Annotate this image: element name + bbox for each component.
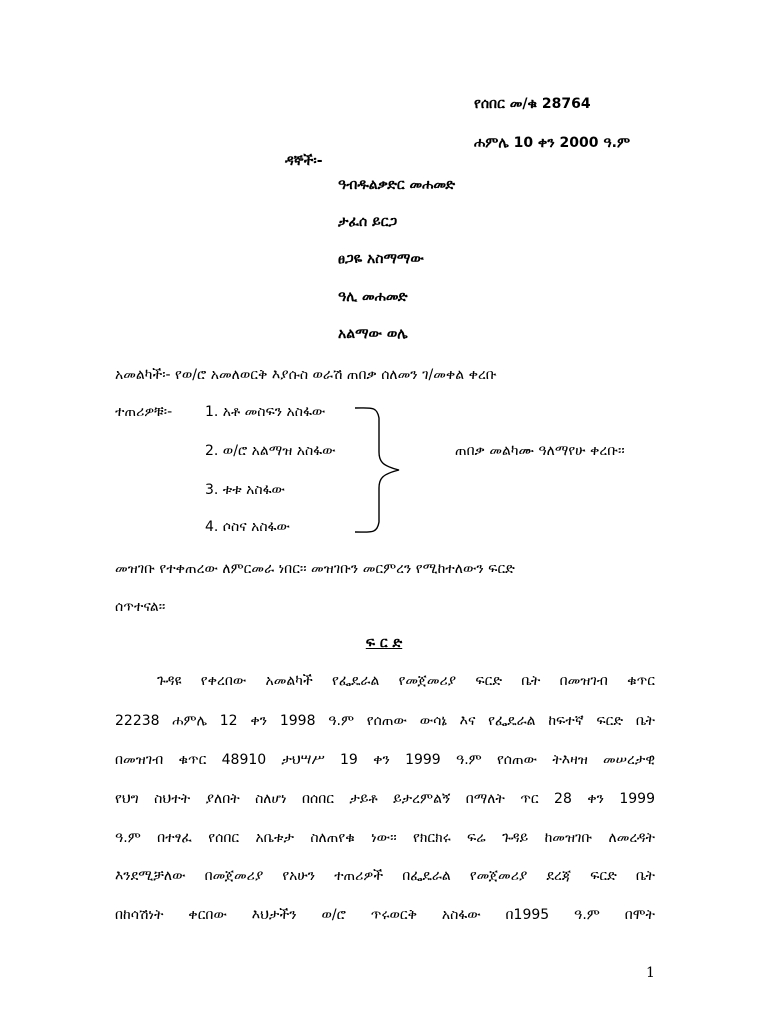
curly-brace-icon <box>355 400 405 540</box>
body-line: እንደሚቻለው በመጀመሪያ የአሁን ተጠሪዎች በፌዴራል የመጀመሪያ ደረጃ ፍርድ ቤት <box>115 868 655 884</box>
body-line: በከሳሽነት ቀርበው እህታችን ወ/ሮ ጥሩወርቅ አስፋው በ1995 ዓ.ም በሞት <box>115 907 655 923</box>
judge-name: ዓሊ መሐመድ <box>338 289 408 305</box>
case-number: የሰበር መ/ቁ 28764 <box>474 96 591 112</box>
respondent-item: 3. ቱቱ አስፋው <box>205 482 285 498</box>
intro-line: መዝገቡ የተቀጠረው ለምርመራ ነበር፡፡ መዝገቡን መርምረን የሚከተለውን ፍርድ <box>115 561 515 577</box>
body-line: 22238 ሐምሌ 12 ቀን 1998 ዓ.ም የሰጠው ውሳኔ እና የፌዴራል ከፍተኛ ፍርድ ቤት <box>115 713 655 729</box>
respondents-counsel-note: ጠበቃ መልካሙ ዓለማየሁ ቀረቡ፡፡ <box>455 443 625 459</box>
judges-label: ዳኞች፡- <box>285 153 323 169</box>
judge-name: አልማው ወሌ <box>338 326 408 342</box>
respondents-label: ተጠሪዎቹ፡- <box>115 404 173 420</box>
judge-name: ፀጋዬ አስማማው <box>338 251 424 267</box>
body-line: በመዝገብ ቁጥር 48910 ታህሣሥ 19 ቀን 1999 ዓ.ም የሰጠው ትእዛዝ መሠረታዊ <box>115 752 655 768</box>
applicant-line: አመልካች፡- የወ/ሮ አመለወርቅ እያሱስ ወራሽ ጠበቃ ሰለመን ገ/መቀል ቀረቡ <box>115 367 497 383</box>
respondent-item: 2. ወ/ሮ አልማዝ አስፋው <box>205 443 336 459</box>
body-line: ጉዳዩ የቀረበው አመልካች የፌዴራል የመጀመሪያ ፍርድ ቤት በመዝገብ ቁጥር <box>157 673 655 689</box>
judge-name: ዓብዱልቃድር መሐመድ <box>338 177 456 193</box>
page-number: 1 <box>646 965 655 981</box>
respondent-item: 4. ሶስና አስፋው <box>205 519 290 535</box>
respondent-item: 1. አቶ መስፍን አስፋው <box>205 404 326 420</box>
body-line: ዓ.ም በተፃፈ የሰበር አቤቱታ ስለጠየቁ ነው፡፡ የክርክሩ ፍሬ ጉዳይ ከመዝገቡ ለመረዳት <box>115 830 655 846</box>
decision-date: ሐምሌ 10 ቀን 2000 ዓ.ም <box>474 135 631 151</box>
judge-name: ታፈሰ ይርጋ <box>338 214 398 230</box>
intro-line: ሰጥተናል፡፡ <box>115 599 166 615</box>
body-line: የህግ ስህተት ያለበት ስለሆነ በሰበር ታይቶ ይታረምልኝ በማለት ጥር 28 ቀን 1999 <box>115 791 655 807</box>
judgment-heading: ፍ ር ድ <box>365 635 403 651</box>
